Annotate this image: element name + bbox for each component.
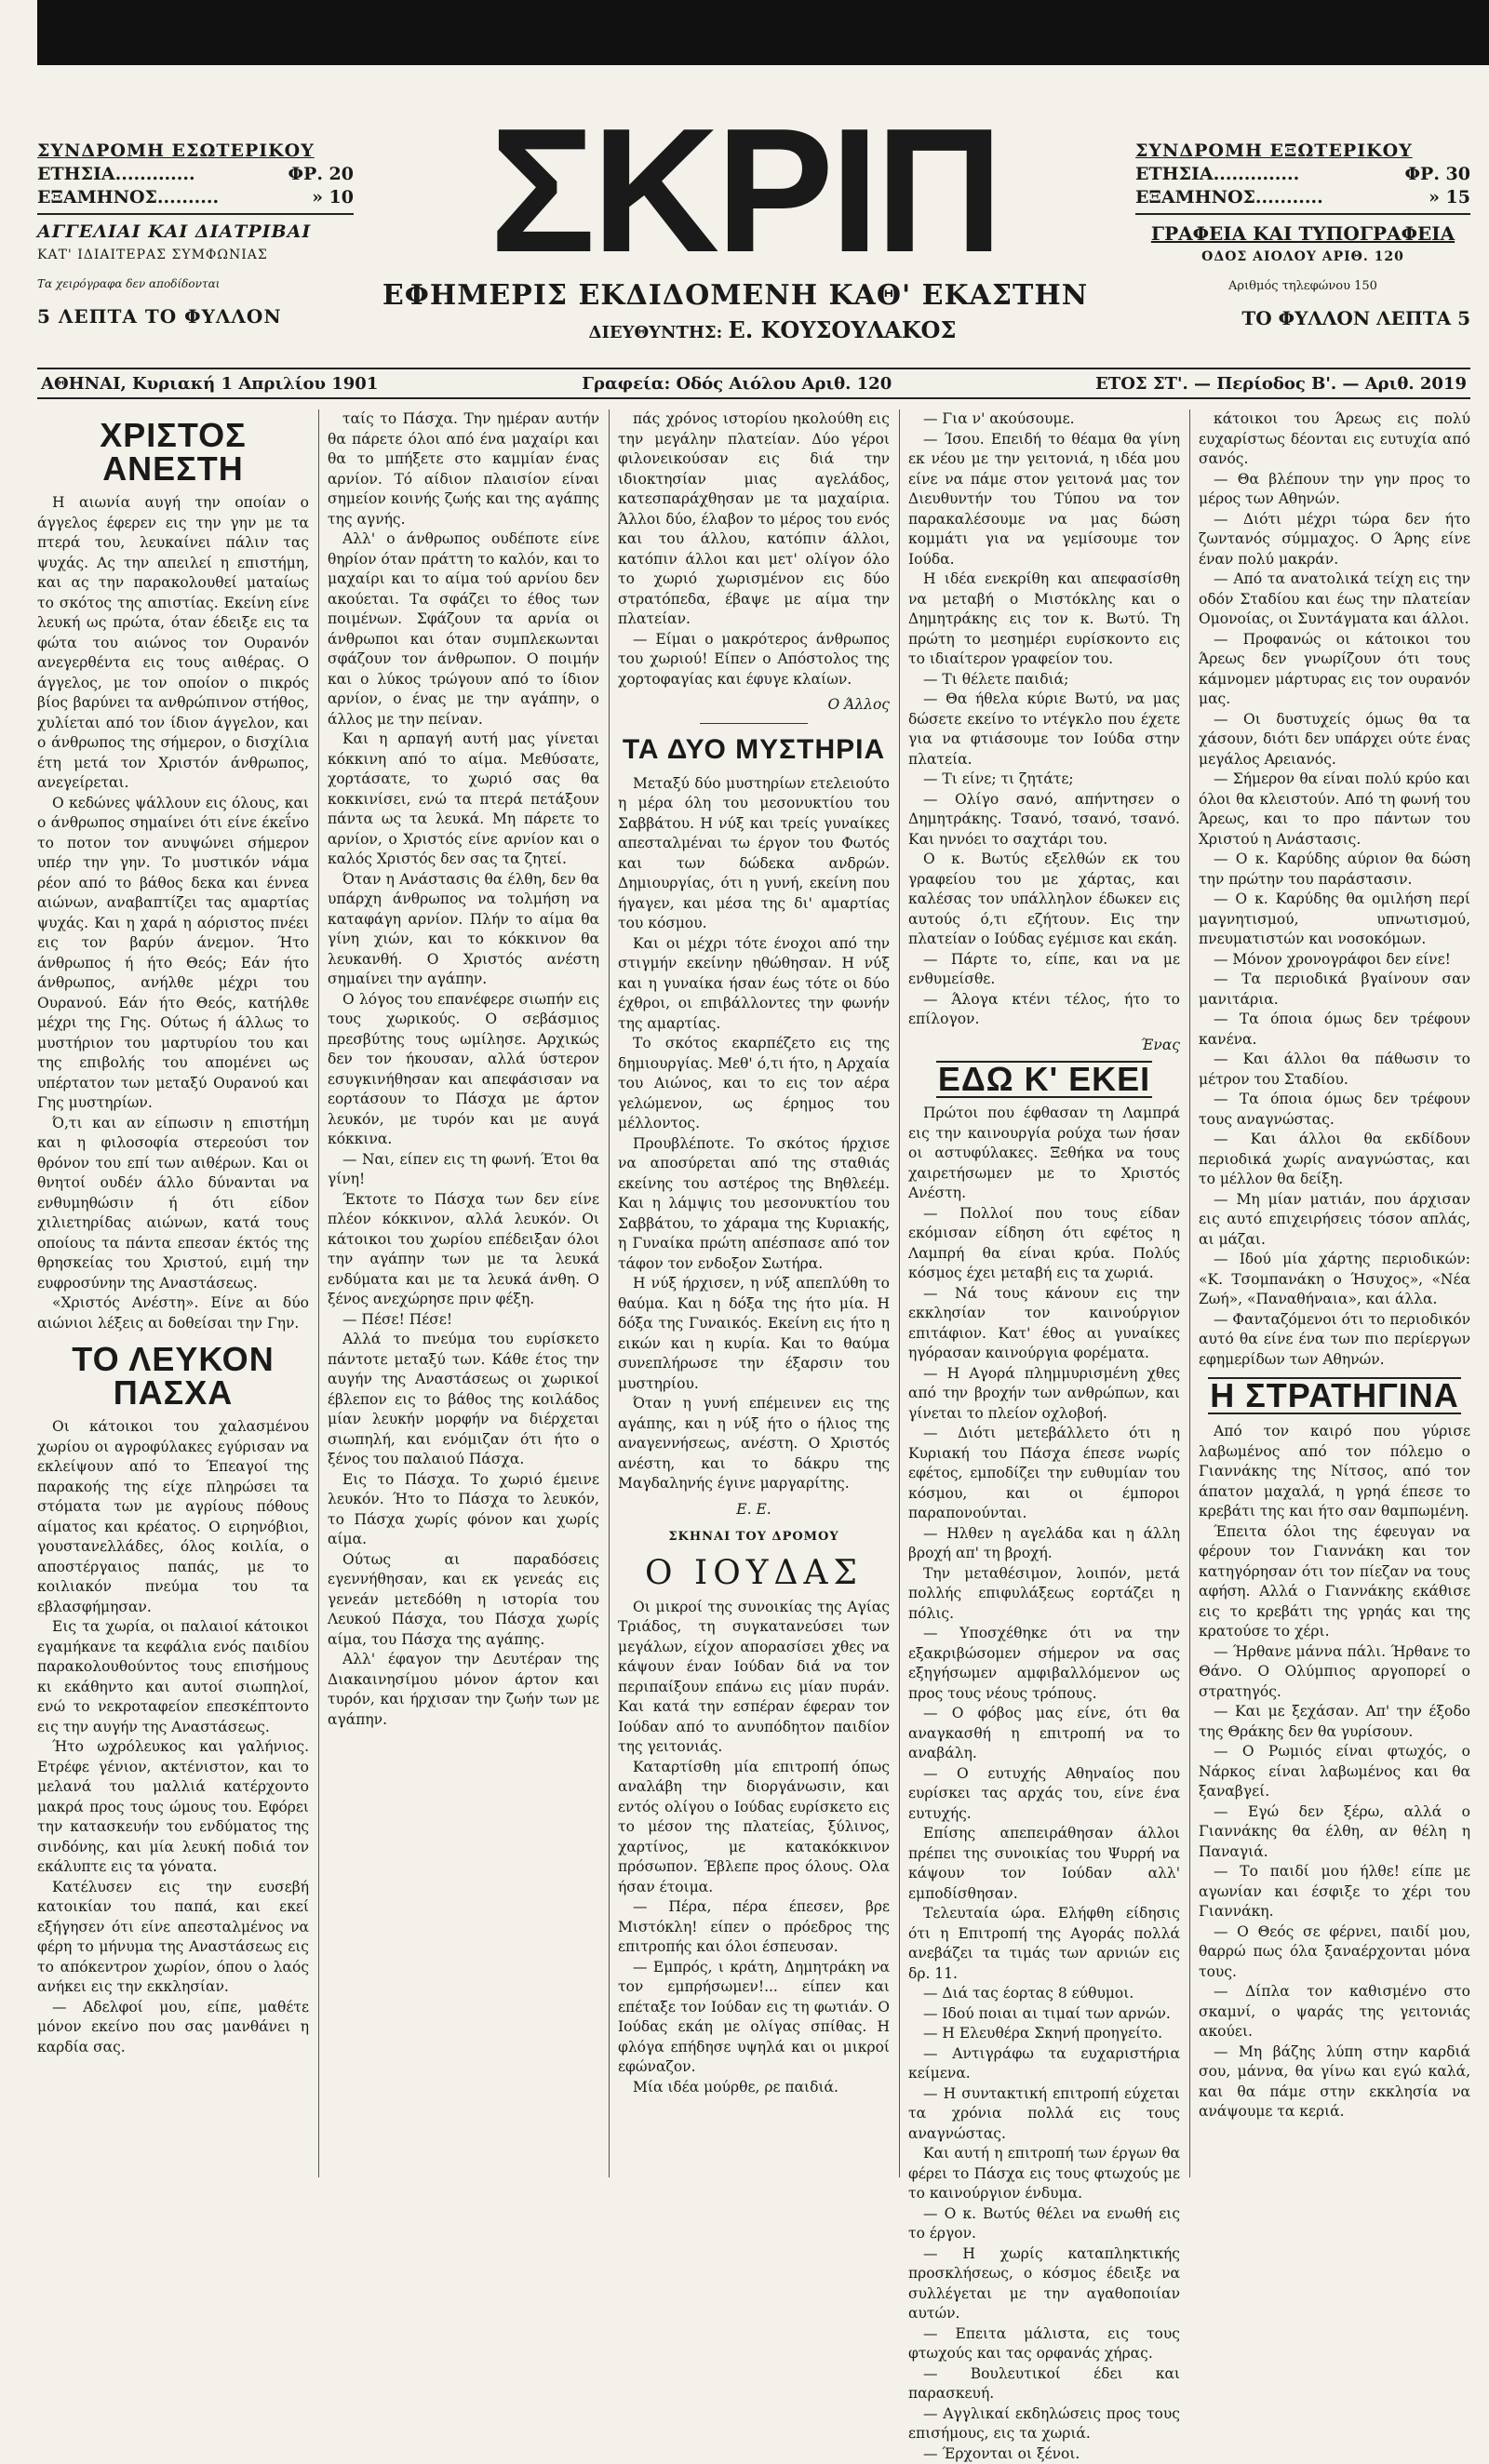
paragraph: — Διότι μέχρι τώρα δεν ήτο ζωντανός σύμμαχος. Ο Άρης είνε έναν πολύ μακράν. bbox=[1199, 510, 1470, 570]
column-rule bbox=[609, 409, 610, 2177]
paragraph: — Το παιδί μου ήλθε! είπε με αγωνίαν και έσφιξε το χέρι του Γιαννάκη. bbox=[1199, 1862, 1470, 1922]
paragraph: — Τα περιοδικά βγαίνουν σαν μανιτάρια. bbox=[1199, 970, 1470, 1010]
paragraph: — Έρχονται οι ξένοι. bbox=[908, 2444, 1180, 2464]
paragraph: Ο κεδώνες ψάλλουν εις όλους, και ο άνθρωπος σημαίνει ότι είνε έκεΐνο το ποτον τον ανυψώνει σήμερον υπέρ την γην. Το μυστικόν νάμα ρέον από το βάθος δεκα και έννεα αιώνων, αναβαπτίζει τας αμαρτίας ψυχάς. Και η χαρά η αόριστος πνέει εις τον βαρύν άνεμον. Ήτο άνθρωπος ή ήτο Θεός; Εάν ήτο άνθρωπος, ανήλθε μέχρι του Ουρανού. Εάν ήτο Θεός, κατήλθε μέχρι της Γης. Ούτως ή άλλως το μυστήριον του μαρτυρίου του και της επιβολής του απομένει ως υπέρτατον των μεταξύ Ουρανού και Γης μυστηρίων. bbox=[37, 794, 309, 1114]
article-title-christos-anesti: ΧΡΙΣΤΟΣ ΑΝΕΣΤΗ bbox=[37, 419, 309, 486]
masthead bbox=[37, 121, 1470, 363]
paragraph: — Ολίγο σανό, απήντησεν ο Δημητράκης. Τσανό, τσανό, τσανό. Και ηννόει το σαχτάρι του. bbox=[908, 790, 1180, 850]
paragraph: — Ο Ρωμιός είναι φτωχός, ο Νάρκος είναι λαβωμένος και θα ξαναβγεί. bbox=[1199, 1742, 1470, 1802]
domestic-yearly: ΕΤΗΣΙΑ............. ΦΡ. 20 bbox=[37, 163, 354, 186]
divider bbox=[37, 213, 354, 215]
column-rule bbox=[318, 409, 319, 2177]
paragraph: Η ιδέα ενεκρίθη και απεφασίσθη να μεταβή ο Μιστόκλης και ο Δημητράκης εις τον κ. Βωτύ. Τη πρώτη το μεσημέρι ευρίσκοντο εις το ιδιαίτερον γραφείον του. bbox=[908, 569, 1180, 670]
paragraph: Από τον καιρό που γύρισε λαβωμένος από τον πόλεμο ο Γιαννάκης της Νίτσος, από τον άπατον μαχαλά, η γρηά έπεσε το κρεβάτι της και ήτο σαν θαμπωμένη. bbox=[1199, 1422, 1470, 1522]
paragraph: Πρώτοι που έφθασαν τη Λαμπρά εις την καινουργία ρούχα των ήσαν οι αστυφύλακες. Ξεθήκα να τους χαιρετήσωμεν με το Χριστός Ανέστη. bbox=[908, 1104, 1180, 1204]
paragraph: — Βουλευτικοί έδει και παρασκευή. bbox=[908, 2364, 1180, 2404]
paragraph: Μία ιδέα μούρθε, ρε παιδιά. bbox=[618, 2078, 890, 2098]
paragraph: — Μη βάζης λύπη στην καρδιά σου, μάννα, θα γίνω και εγώ καλά, και θα πάμε στην εκκλησία να ανάψουμε τα κεριά. bbox=[1199, 2042, 1470, 2123]
domestic-half: ΕΞΑΜΗΝΟΣ.......... » 10 bbox=[37, 186, 354, 209]
divider bbox=[700, 723, 809, 724]
article-title-dyo-mystiria: ΤΑ ΔΥΟ ΜΥΣΤΗΡΙΑ bbox=[618, 733, 890, 767]
paragraph: — Η Αγορά πλημμυρισμένη χθες από την βροχήν των ανθρώπων, και γίνεται το πλείον οχλοβοή. bbox=[908, 1364, 1180, 1425]
domestic-subscription bbox=[37, 140, 354, 328]
foreign-yearly: ΕΤΗΣΙΑ.............. ΦΡ. 30 bbox=[1135, 163, 1470, 186]
issue-number: ΕΤΟΣ ΣΤ'. — Περίοδος Β'. — Αριθ. 2019 bbox=[1095, 374, 1467, 394]
paragraph: — Μόνον χρονογράφοι δεν είνε! bbox=[1199, 950, 1470, 971]
paragraph: Επίσης απεπειράθησαν άλλοι πρέπει της συνοικίας του Ψυρρή να κάψουν τον Ιούδαν αλλ' εμποδίσθησαν. bbox=[908, 1824, 1180, 1904]
paragraph: — Ο ευτυχής Αθηναίος που ευρίσκει τας αρχάς του, είνε ένα ευτυχής. bbox=[908, 1764, 1180, 1825]
paragraph: Αλλ' έφαγον την Δευτέραν της Διακαινησίμου μόνον άρτον και τυρόν, και ήρχισαν την ζωήν των με αγάπην. bbox=[328, 1650, 599, 1730]
signature: Ε. Ε. bbox=[618, 1500, 890, 1520]
paragraph: — Ο κ. Βωτύς θέλει να ενωθή εις το έργον. bbox=[908, 2204, 1180, 2244]
paragraph: Προυβλέποτε. Το σκότος ήρχισε να αποσύρεται από της σταθιάς εκείνης του αστέρος της Βηθλεέμ. Και η λάμψις του μεσονυκτίου του Σαββάτου, το χάραμα της Κυριακής, η Γυναίκα πρώτη απέσπασε από τον τάφον τον ενδοξον Σωτήρα. bbox=[618, 1134, 890, 1275]
paragraph: — Ναι, είπεν εις τη φωνή. Έτοι θα γίνη! bbox=[328, 1150, 599, 1190]
column-3 bbox=[618, 409, 890, 2177]
office-heading: ΓΡΑΦΕΙΑ ΚΑΙ ΤΥΠΟΓΡΑΦΕΙΑ bbox=[1135, 222, 1470, 246]
scan-top-band bbox=[37, 0, 1489, 65]
dateline bbox=[37, 368, 1470, 399]
paragraph: — Οι δυστυχείς όμως θα τα χάσουν, διότι δεν υπάρχει ούτε ένας μεγάλος Αρειανός. bbox=[1199, 710, 1470, 770]
paragraph: Κατέλυσεν εις την ευσεβή κατοικίαν του παπά, και εκεί εξήγησεν ότι είνε απεσταλμένος να φέρη το μήνυμα της Αναστάσεως εις το απόκεντρον χωρίον, όπου ο λαός ανήκει εις την εκκλησίαν. bbox=[37, 1878, 309, 1998]
paragraph: — Υποσχέθηκε ότι να την εξακριβώσομεν σήμερον να σας εξηγήσωμεν αμφιβαλλόμενον ως προς τους νέους τρόπους. bbox=[908, 1624, 1180, 1704]
paragraph: κάτοικοι του Άρεως εις πολύ ευχαρίστως δέονται εις ευτυχία από σανός. bbox=[1199, 409, 1470, 470]
divider bbox=[1135, 213, 1470, 215]
paragraph: — Πέσε! Πέσε! bbox=[328, 1310, 599, 1331]
paragraph: Μεταξύ δύο μυστηρίων ετελειούτο η μέρα όλη του μεσονυκτίου του Σαββάτου. Η νύξ και τρείς γυναίκες απεσταλμέναι τω έργον του Φωτός και των δώδεκα ανδρών. Δημιουργίας, ότι η γυνή, εκείνη που ήγαγεν, και μέσα της δι' αμαρτίας του κόσμου. bbox=[618, 774, 890, 934]
paragraph: Καταρτίσθη μία επιτροπή όπως αναλάβη την διοργάνωσιν, και εντός ολίγου ο Ιούδας ευρίσκετο εις το μέσον της πλατείας, ξύλινος, χαρτίνος, με κατακόκκινον πρόσωπον. Έβλεπε προς όλους. Ολα ήσαν έτοιμα. bbox=[618, 1758, 890, 1898]
director-label: ΔΙΕΥΘΥΝΤΗΣ: bbox=[589, 323, 723, 342]
paragraph: — Η Ελευθέρα Σκηνή προηγείτο. bbox=[908, 2024, 1180, 2044]
column-rule bbox=[899, 409, 900, 2177]
article-title-ioudas: Ο ΙΟΥΔΑΣ bbox=[618, 1557, 890, 1590]
column-5 bbox=[1199, 409, 1470, 2177]
paragraph: Ήτο ωχρόλευκος και γαλήνιος. Ετρέφε γένιον, ακτένιστον, και το μελανά του μαλλιά κατέρχοντο μακρά προς τους ώμους του. Εφόρει την κατασκευήν του ενδύματος της σινδόνης, και μία λευκή ποδιά τον εκάλυπτε εις τα γόνατα. bbox=[37, 1737, 309, 1878]
paragraph: «Χριστός Ανέστη». Είνε αι δύο αιώνιοι λέξεις αι δοθείσαι την Γην. bbox=[37, 1293, 309, 1333]
office-address: ΟΔΟΣ ΑΙΟΛΟΥ ΑΡΙΘ. 120 bbox=[1135, 246, 1470, 269]
paragraph: — Ο Θεός σε φέρνει, παιδί μου, θαρρώ πως όλα ξαναέρχονται μόνα τους. bbox=[1199, 1922, 1470, 1983]
column-4 bbox=[908, 409, 1180, 2177]
paragraph: — Φανταζόμενοι ότι το περιοδικόν αυτό θα είνε ένα των πιο περίεργων εφημερίδων των Αθηνών. bbox=[1199, 1310, 1470, 1371]
paragraph: Αλλά το πνεύμα του ευρίσκετο πάντοτε μεταξύ των. Κάθε έτος την αυγήν της Αναστάσεως οι χωρικοί έβλεπον εις το βάθος της κοιλάδος μίαν λευκήν μορφήν να διέρχεται σιωπηλή, και ενόμιζαν ότι ήτο ο ξένος του παλαιού Πάσχα. bbox=[328, 1330, 599, 1470]
paragraph: — Ηλθεν η αγελάδα και η άλλη βροχή απ' τη βροχή. bbox=[908, 1524, 1180, 1564]
paragraph: — Μη μίαν ματιάν, που άρχισαν εις αυτό επιχειρήσεις τόσον απλάς, αι μάζαι. bbox=[1199, 1190, 1470, 1251]
foreign-subscription bbox=[1135, 140, 1470, 330]
paragraph: Και η αρπαγή αυτή μας γίνεται κόκκινη από το αίμα. Μεθύσατε, χορτάσατε, το χωριό σας θα κοκκινίσει, ενώ τα πτερά πετάξουν πάντα ως τα λευκά. Μη πάρετε το αρνίον, ο Χριστός είνε αρνίον και ο καλός Χριστός δεν σας τα ζητεί. bbox=[328, 730, 599, 870]
paragraph: Ούτως αι παραδόσεις εγεννήθησαν, και εκ γενεάς εις γενεάν μετεδόθη η ιστορία του Λευκού Πάσχα, του Πάσχα χωρίς αίμα, του Πάσχα της αγάπης. bbox=[328, 1550, 599, 1651]
paragraph: — Άλογα κτένι τέλος, ήτο το επίλογον. bbox=[908, 990, 1180, 1030]
paragraph: — Ιδού μία χάρτης περιοδικών: «Κ. Τσομπανάκη ο Ήσυχος», «Νέα Ζωή», «Παναθήναια», και άλλα. bbox=[1199, 1250, 1470, 1310]
paragraph: Η νύξ ήρχισεν, η νύξ απεπλύθη το θαύμα. Και η δόξα της ήτο μία. Η δόξα της Γυναικός. Εκείνη εις ήτο η εικών και η κυρία. Και το θαύμα συνεπλήρωσε την έξαρσιν του μυστηρίου. bbox=[618, 1274, 890, 1394]
paragraph: — Διότι μετεβάλλετο ότι η Κυριακή του Πάσχα έπεσε νωρίς εφέτος, εμποδίζει την ευθυμίαν του κόσμου, και οι έμποροι παραπονούνται. bbox=[908, 1424, 1180, 1524]
paragraph: — Ιδού ποιαι αι τιμαί των αρνών. bbox=[908, 2004, 1180, 2025]
paragraph: — Τι είνε; τι ζητάτε; bbox=[908, 770, 1180, 790]
price-left: 5 ΛΕΠΤΑ ΤΟ ΦΥΛΛΟΝ bbox=[37, 305, 354, 328]
paragraph: — Ίσου. Επειδή το θέαμα θα γίνη εκ νέου με την γειτονιά, η ιδέα μου είνε να πάμε στον γειτονά μας τον Διευθυντήν του Τύπου να τον παρακαλέσουμε να μας δώση κομμάτι για να γεμίσουμε τον Ιούδα. bbox=[908, 430, 1180, 570]
logo-text: ΣΚΡΙΠ bbox=[490, 121, 999, 261]
article-title-stratigina: Η ΣΤΡΑΤΗΓΙΝΑ bbox=[1208, 1377, 1461, 1414]
paragraph: — Διά τας έορτας 8 εύθυμοι. bbox=[908, 1984, 1180, 2004]
paragraph: — Η συντακτική επιτροπή εύχεται τα χρόνια πολλά εις τους αναγνώστας. bbox=[908, 2084, 1180, 2145]
section-title-edo-kei: ΕΔΩ Κ' ΕΚΕΙ bbox=[936, 1061, 1152, 1098]
article-columns bbox=[37, 409, 1470, 2177]
paragraph: Το σκότος εκαρπέζετο εις της δημιουργίας. Μεθ' ό,τι ήτο, η Αρχαία του Αιώνος, και το εις τον αέρα γελώμενον, ως έρημος του μέλλοντος. bbox=[618, 1034, 890, 1134]
paragraph: Ο λόγος του επανέφερε σιωπήν εις τους χωρικούς. Ο σεβάσμιος πρεσβύτης τους ωμίλησε. Αρχικώς δεν τον ήκουσαν, αλλά ύστερον εσυγκινήθησαν και απεφάσισαν να εορτάσουν το Πάσχα με άρτον λευκόν, με τυρόν και με αυγά κόκκινα. bbox=[328, 990, 599, 1150]
paragraph: — Ο φόβος μας είνε, ότι θα αναγκασθή η επιτροπή να το αναβάλη. bbox=[908, 1704, 1180, 1764]
paragraph: — Και άλλοι θα πάθωσιν το μέτρον του Σταδίου. bbox=[1199, 1050, 1470, 1090]
paragraph: — Θα βλέπουν την γην προς το μέρος των Αθηνών. bbox=[1199, 470, 1470, 510]
paragraph: Και οι μέχρι τότε ένοχοι από την στιγμήν εκείνην ηθώθησαν. Η νύξ και η γυναίκα ήσαν έως τότε οι δύο έχθροι, οι επιβάλλοντες την φωνήν της αμαρτίας. bbox=[618, 934, 890, 1035]
paragraph: — Επειτα μάλιστα, εις τους φτωχούς και τας ορφανάς χήρας. bbox=[908, 2324, 1180, 2364]
paragraph: Την μεταθέσιμον, λοιπόν, μετά πολλής επιφυλάξεως εορτάζει η πόλις. bbox=[908, 1564, 1180, 1625]
article-title-lefkon-pascha: ΤΟ ΛΕΥΚΟΝ ΠΑΣΧΑ bbox=[37, 1343, 309, 1410]
issue-date: ΑΘΗΝΑΙ, Κυριακή 1 Απριλίου 1901 bbox=[41, 374, 378, 394]
paragraph: — Σήμερον θα είναι πολύ κρύο και όλοι θα κλειστούν. Από τη φωνή του Άρεως, και το προ πάντων του Χριστού η Ανάστασις. bbox=[1199, 770, 1470, 850]
paragraph: — Προφανώς οι κάτοικοι του Άρεως δεν γνωρίζουν ότι τους κάμνομεν μάρτυρας εις τον ουρανόν μας. bbox=[1199, 630, 1470, 710]
paragraph: — Τα όποια όμως δεν τρέφουν κανένα. bbox=[1199, 1010, 1470, 1050]
paragraph: — Ο κ. Καρύδης αύριον θα δώση την πρώτην του παράστασιν. bbox=[1199, 850, 1470, 890]
newspaper-logo bbox=[409, 121, 1080, 261]
paragraph: — Και άλλοι θα εκδίδουν περιοδικά χωρίς αναγνώστας, και το μέλλον θα δείξη. bbox=[1199, 1130, 1470, 1190]
paragraph: — Πάρτε το, είπε, και να με ενθυμείσθε. bbox=[908, 950, 1180, 990]
signature: Ο Άλλος bbox=[618, 695, 890, 716]
foreign-heading: ΣΥΝΔΡΟΜΗ ΕΞΩΤΕΡΙΚΟΥ bbox=[1135, 140, 1470, 163]
paragraph: Όταν η Ανάστασις θα έλθη, δεν θα υπάρχη άνθρωπος να τολμήση να καταφάγη αρνίον. Πλήν το αίμα θα γίνη χιών, και το κόκκινον θα λευκανθή. Ο Χριστός ανέστη σημαίνει την αγάπην. bbox=[328, 870, 599, 990]
paragraph: — Ο κ. Καρύδης θα ομιλήση περί μαγνητισμού, υπνωτισμού, πνευματιστών και νοσοκόμων. bbox=[1199, 890, 1470, 950]
paragraph: Και αυτή η επιτροπή των έργων θα φέρει το Πάσχα εις τους φτωχούς με το καινούργιον ένδυμα. bbox=[908, 2144, 1180, 2204]
paragraph: Εις τα χωρία, οι παλαιοί κάτοικοι εγαμήκανε τα κεφάλια ενός παιδίου παρακολουθούντος τους επισήμους κι εκάθηντο και αυτοί σιωπηλοί, ενώ το νεκροταφείον επεσκέπτοντο εις την αυγήν της Αναστάσεως. bbox=[37, 1617, 309, 1737]
paragraph: — Για ν' ακούσουμε. bbox=[908, 409, 1180, 430]
paragraph: — Θα ήθελα κύριε Βωτύ, να μας δώσετε εκείνο το ντέγκλο που έχετε για να φτιάσουμε τον Ιούδα στην πλατεία. bbox=[908, 690, 1180, 770]
section-label-street-scenes: ΣΚΗΝΑΙ ΤΟΥ ΔΡΟΜΟΥ bbox=[618, 1527, 890, 1547]
office-line: Γραφεία: Οδός Αιόλου Αριθ. 120 bbox=[582, 374, 892, 394]
office-phone: Αριθμός τηλεφώνου 150 bbox=[1135, 275, 1470, 298]
paragraph: Οι μικροί της συνοικίας της Αγίας Τριάδος, τη συγκατανεύσει των μεγάλων, είχον απορασίσει χθες να κάψουν έναν Ιούδαν διά να τον περιπαίξουν επάνω εις μίαν πυράν. Και κατά την εσπέραν έφεραν τον Ιούδαν από το ανυπόδητον παιδίον της γειτονιάς. bbox=[618, 1598, 890, 1758]
paragraph: Έκτοτε το Πάσχα των δεν είνε πλέον κόκκινον, αλλά λευκόν. Οι κάτοικοι του χωρίου επέδειξαν όλοι την αγάπην των με τα λευκά ενδύματα και με τα λευκά άνθη. Ο ξένος ανεχώρησε πριν φέξη. bbox=[328, 1190, 599, 1310]
paragraph: — Πολλοί που τους είδαν εκόμισαν είδηση ότι εφέτος η Λαμπρή θα είναι κρύα. Πολύς κόσμος έχει μεταβή εις τα χωριά. bbox=[908, 1204, 1180, 1284]
paragraph: — Εγώ δεν ξέρω, αλλά ο Γιαννάκης θα έλθη, αν θέλη η Παναγιά. bbox=[1199, 1802, 1470, 1863]
paragraph: Οι κάτοικοι του χαλασμένου χωρίου οι αγροφύλακες εγύρισαν να εκλείψουν από το Έπεαγοί της παρακοής της είχε πληρώσει τα στόματα των με αγρίους πόθους αίματος και κρέατος. Ο ειρηνόβιοι, γουστανελλάδες, όλος κοιλία, ο αποστέργαιος παπάς, με το κοιλιακόν πνεύμα του τα εβλασφήμησαν. bbox=[37, 1417, 309, 1617]
paragraph: Ο κ. Βωτύς εξελθών εκ του γραφείου του με χάρτας, και καλέσας τον υπάλληλον έδωκεν εις αυτούς ό,τι εζήτουν. Εις την πλατείαν ο Ιούδας εγέμισε και εκάη. bbox=[908, 850, 1180, 950]
paragraph: Εις το Πάσχα. Το χωριό έμεινε λευκόν. Ήτο το Πάσχα το λευκόν, το Πάσχα χωρίς φόνον και χωρίς αίμα. bbox=[328, 1470, 599, 1550]
paragraph: — Νά τους κάνουν εις την εκκλησίαν τον καινούργιον επιτάφιον. Κατ' έθος αι γυναίκες ηγόρασαν καινούργια φορέματα. bbox=[908, 1284, 1180, 1364]
paragraph: Έπειτα όλοι της έφευγαν να φέρουν τον Γιαννάκη και τον κατηγόρησαν ότι τον πίεζαν να τους αφήση. Αλλά ο Γιαννάκης εκάθισε εις το κρεβάτι της γρηάς και της κρατούσε το χέρι. bbox=[1199, 1522, 1470, 1642]
director-name: Ε. ΚΟΥΣΟΥΛΑΚΟΣ bbox=[729, 316, 957, 343]
paragraph: ταίς το Πάσχα. Την ημέραν αυτήν θα πάρετε όλοι από ένα μαχαίρι και θα το μπήξετε στο καμμίαν ένας αρνίον. Τό αίδιον πλαισίον είναι σημείον κοινής ζωής και της αγάπης της αγνής. bbox=[328, 409, 599, 529]
ads-heading: ΑΓΓΕΛΙΑΙ ΚΑΙ ΔΙΑΤΡΙΒΑΙ bbox=[37, 221, 354, 244]
paragraph: — Πέρα, πέρα έπεσεν, βρε Μιστόκλη! είπεν ο πρόεδρος της επιτροπής και όλοι έσπευσαν. bbox=[618, 1897, 890, 1958]
paragraph: Ό,τι και αν είπωσιν η επιστήμη και η φιλοσοφία στερεούσι τον θρόνον του επί των αιθέρων. Και οι θνητοί ουδέν άλλο δύνανται να ενθυμηθώσιν ή ότι είδον χιλιετηρίδας αιώνων, κατά τους οποίους τα πάντα επεσαν έκτός της θρησκείας του Χριστού, ειμή την ευφροσύνην της Αναστάσεως. bbox=[37, 1114, 309, 1294]
paragraph: Η αιωνία αυγή την οποίαν ο άγγελος έφερεν εις την γην με τα πτερά του, λευκαίνει πάλιν τας ψυχάς. Ας την απειλεί η επιστήμη, και ας την παρακολουθεί ματαίως το σκότος της απιστίας. Εκείνη είνε λευκή ως πρώτα, όταν έδειξε εις τα φώτα του αιώνος τον Ουρανόν ανεγερθέντα εις τους αιθέρας. Ο άγγελος, με τον οποίον ο πικρός βίος βαρύνει τα ανθρώπινον στήθος, χυλίεται από τον ίδιον άγγελον, και ο άνθρωπος της σήμερον, ο δισχίλια έτη μετά τον Χριστόν άνθρωπος, ανεγείρεται. bbox=[37, 493, 309, 794]
domestic-heading: ΣΥΝΔΡΟΜΗ ΕΣΩΤΕΡΙΚΟΥ bbox=[37, 140, 354, 163]
paragraph: — Αντιγράφω τα ευχαριστήρια κείμενα. bbox=[908, 2044, 1180, 2084]
column-1 bbox=[37, 409, 309, 2177]
paragraph: — Και με ξεχάσαν. Απ' την έξοδο της Θράκης δεν θα γυρίσουν. bbox=[1199, 1702, 1470, 1742]
paragraph: — Η χωρίς καταπληκτικής προσκλήσεως, ο κόσμος έδειξε να συλλέγεται με την αγαθοποιίαν αυτών. bbox=[908, 2244, 1180, 2324]
paragraph: πάς χρόνος ιστορίου ηκολούθη εις την μεγάλην πλατείαν. Δύο γέροι φιλονεικούσαν εις διά την ιδιοκτησίαν μιας αγελάδος, κατεσπαράχθησαν με τα μαχαίρια. Άλλοι δύο, έλαβον το μέρος του ενός και του άλλου, κατόπιν άλλοι, κατόπιν άλλοι και μετ' ολίγον όλο το χωριό χωρισμένον εις δύο στρατόπεδα, έβαψε με αίμα την πλατείαν. bbox=[618, 409, 890, 630]
paragraph: — Τα όποια όμως δεν τρέφουν τους αναγνώστας. bbox=[1199, 1090, 1470, 1130]
tagline: ΕΦΗΜΕΡΙΣ ΕΚΔΙΔΟΜΕΝΗ ΚΑΘ' ΕΚΑΣΤΗΝ bbox=[372, 279, 1098, 312]
foreign-half: ΕΞΑΜΗΝΟΣ........... » 15 bbox=[1135, 186, 1470, 209]
paragraph: — Δίπλα τον καθισμένο στο σκαμνί, ο ψαράς της γειτονιάς ακούει. bbox=[1199, 1982, 1470, 2042]
paragraph: — Αδελφοί μου, είπε, μαθέτε μόνον εκείνο που σας μανθάνει η καρδία σας. bbox=[37, 1998, 309, 2058]
column-2 bbox=[328, 409, 599, 2177]
paragraph: — Ήρθανε μάννα πάλι. Ήρθανε το Θάνο. Ο Ολύμπιος αργοπορεί ο στρατηγός. bbox=[1199, 1642, 1470, 1703]
paragraph: Τελευταία ώρα. Ελήφθη είδησις ότι η Επιτροπή της Αγοράς πολλά ανεβάζει τα τιμάς των αρνιών εις δρ. 11. bbox=[908, 1904, 1180, 1984]
manuscripts-note: Τα χειρόγραφα δεν αποδίδονται bbox=[37, 273, 354, 296]
ads-terms: ΚΑΤ' ΙΔΙΑΙΤΕΡΑΣ ΣΥΜΦΩΝΙΑΣ bbox=[37, 244, 354, 267]
price-right: ΤΟ ΦΥΛΛΟΝ ΛΕΠΤΑ 5 bbox=[1135, 307, 1470, 330]
paragraph: Όταν η γυνή επέμεινεν εις της αγάπης, και η νύξ ήτο ο ήλιος της αναγεννήσεως, ανέστη. Ο Χριστός ανέστη, και το δάκρυ της Μαγδαληνής έγινε μαργαρίτης. bbox=[618, 1394, 890, 1494]
paragraph: — Αγγλικαί εκδηλώσεις προς τους επισήμους, εις τα χωριά. bbox=[908, 2404, 1180, 2444]
paragraph: — Τι θέλετε παιδιά; bbox=[908, 670, 1180, 690]
paragraph: — Εμπρός, ι κράτη, Δημητράκη να τον εμπρήσωμεν!... είπεν και επέταξε τον Ιούδαν εις τη φωτιάν. Ο Ιούδας εκάη με ολίγας σπίθας. Η φλόγα επήδησε υψηλά και οι μικροί εφώναζον. bbox=[618, 1958, 890, 2078]
paragraph: — Είμαι ο μακρότερος άνθρωπος του χωριού! Είπεν ο Απόστολος της χορτοφαγίας και έφυγε κλαίων. bbox=[618, 630, 890, 690]
column-rule bbox=[1189, 409, 1190, 2177]
signature: Ένας bbox=[908, 1036, 1180, 1056]
paragraph: — Από τα ανατολικά τείχη εις την οδόν Σταδίου και έως την πλατείαν Ομονοίας, οι Συντάγματα και άλλοι. bbox=[1199, 569, 1470, 630]
director bbox=[530, 316, 1014, 343]
paragraph: Αλλ' ο άνθρωπος ουδέποτε είνε θηρίον όταν πράττη το καλόν, και το μαχαίρι και το αίμα τού αρνίου δεν ακούεται. Τα σφάζει το έθος των ποιμένων. Σφάζουν τα αρνία οι άνθρωποι και όταν συμπλεκωνται σφάζουν τον άνθρωπον. Ο ποιμήν και ο λύκος τρώγουν από το ίδιον αρνίον, ο ένας με την αγάπην, ο άλλος με την πείναν. bbox=[328, 529, 599, 730]
